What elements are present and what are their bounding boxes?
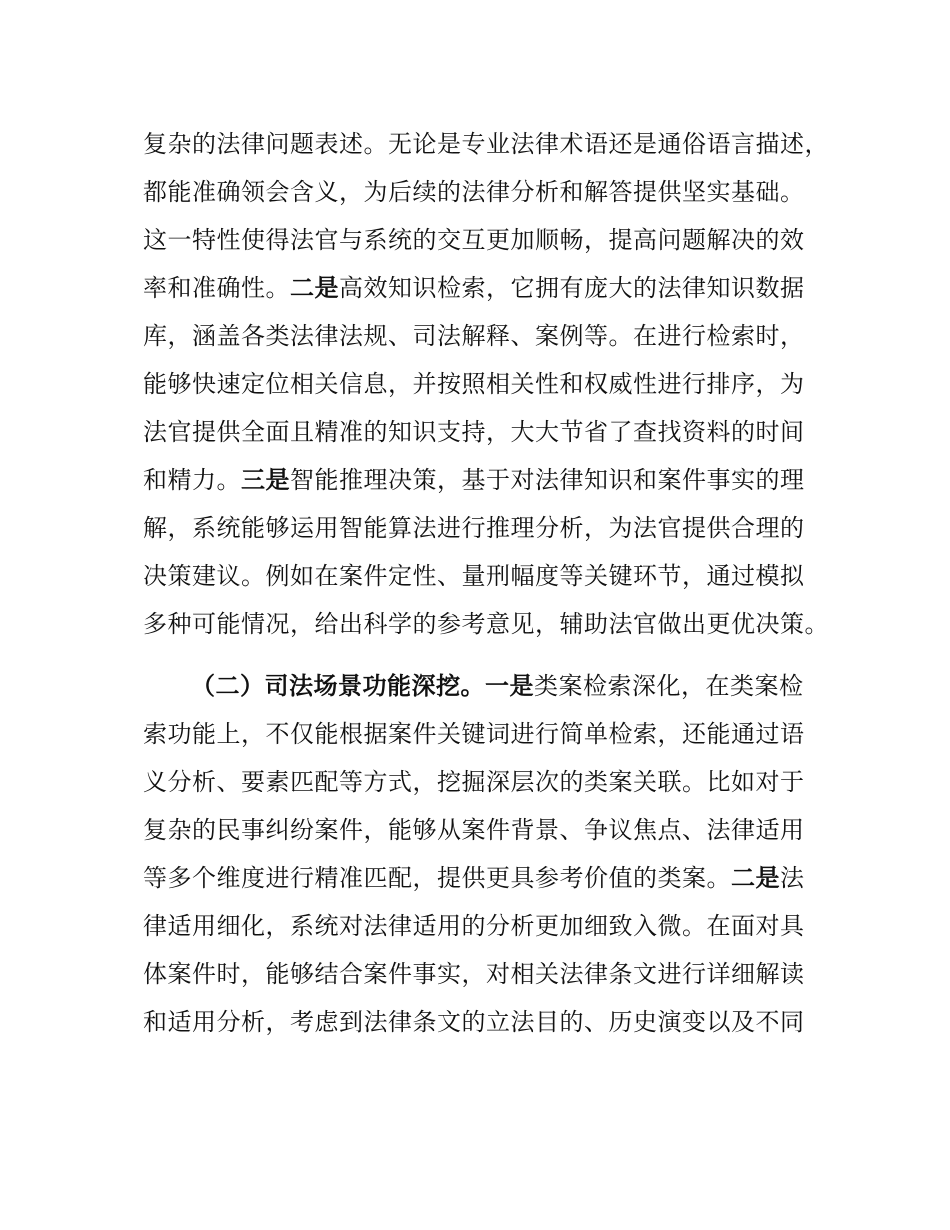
paragraph-spacer [143,648,823,662]
text-line: 都能准确领会含义，为后续的法律分析和解答提供坚实基础。 [143,178,805,206]
text-line: 能够快速定位相关信息，并按照相关性和权威性进行排序，为 [143,370,805,398]
text-line: 多种可能情况，给出科学的参考意见，辅助法官做出更优决策。 [143,610,829,638]
text-line: 义分析、要素匹配等方式，挖掘深层次的类案关联。比如对于 [143,768,805,796]
text-line: 复杂的民事纠纷案件，能够从案件背景、争议焦点、法律适用 [143,816,805,844]
document-body [143,120,829,1046]
text-line: 复杂的法律问题表述。无论是专业法律术语还是通俗语言描述， [143,130,829,158]
text-line [143,456,823,504]
text-line: 库，涵盖各类法律法规、司法解释、案例等。在进行检索时， [143,322,805,350]
paragraph-1 [143,120,829,648]
text-line [143,264,823,312]
text-segment: 法 [780,864,805,892]
paragraph-2 [143,662,823,1046]
emphasis-label-second: 二是 [731,864,780,892]
text-line: 法官提供全面且精准的知识支持，大大节省了查找资料的时间 [143,418,805,446]
emphasis-label-third: 三是 [241,466,290,494]
text-line: 和适用分析，考虑到法律条文的立法目的、历史演变以及不同 [143,1008,805,1036]
section-heading: （二）司法场景功能深挖。 [191,672,485,700]
text-segment: 高效知识检索，它拥有庞大的法律知识数据 [339,274,805,302]
text-segment: 智能推理决策，基于对法律知识和案件事实的理 [290,466,805,494]
text-line: 体案件时，能够结合案件事实，对相关法律条文进行详细解读 [143,960,805,988]
text-segment: 等多个维度进行精准匹配，提供更具参考价值的类案。 [143,864,731,892]
text-line: 索功能上，不仅能根据案件关键词进行简单检索，还能通过语 [143,720,805,748]
text-line: 解，系统能够运用智能算法进行推理分析，为法官提供合理的 [143,514,805,542]
text-segment: 率和准确性。 [143,274,290,302]
text-segment: 类案检索深化，在类案检 [534,672,804,700]
text-line: 律适用细化，系统对法律适用的分析更加细致入微。在面对具 [143,912,805,940]
text-line: 这一特性使得法官与系统的交互更加顺畅，提高问题解决的效 [143,226,805,254]
text-line [143,662,823,710]
text-line [143,854,823,902]
emphasis-label-first: 一是 [485,672,534,700]
text-segment: 和精力。 [143,466,241,494]
text-line: 决策建议。例如在案件定性、量刑幅度等关键环节，通过模拟 [143,562,805,590]
emphasis-label-second: 二是 [290,274,339,302]
